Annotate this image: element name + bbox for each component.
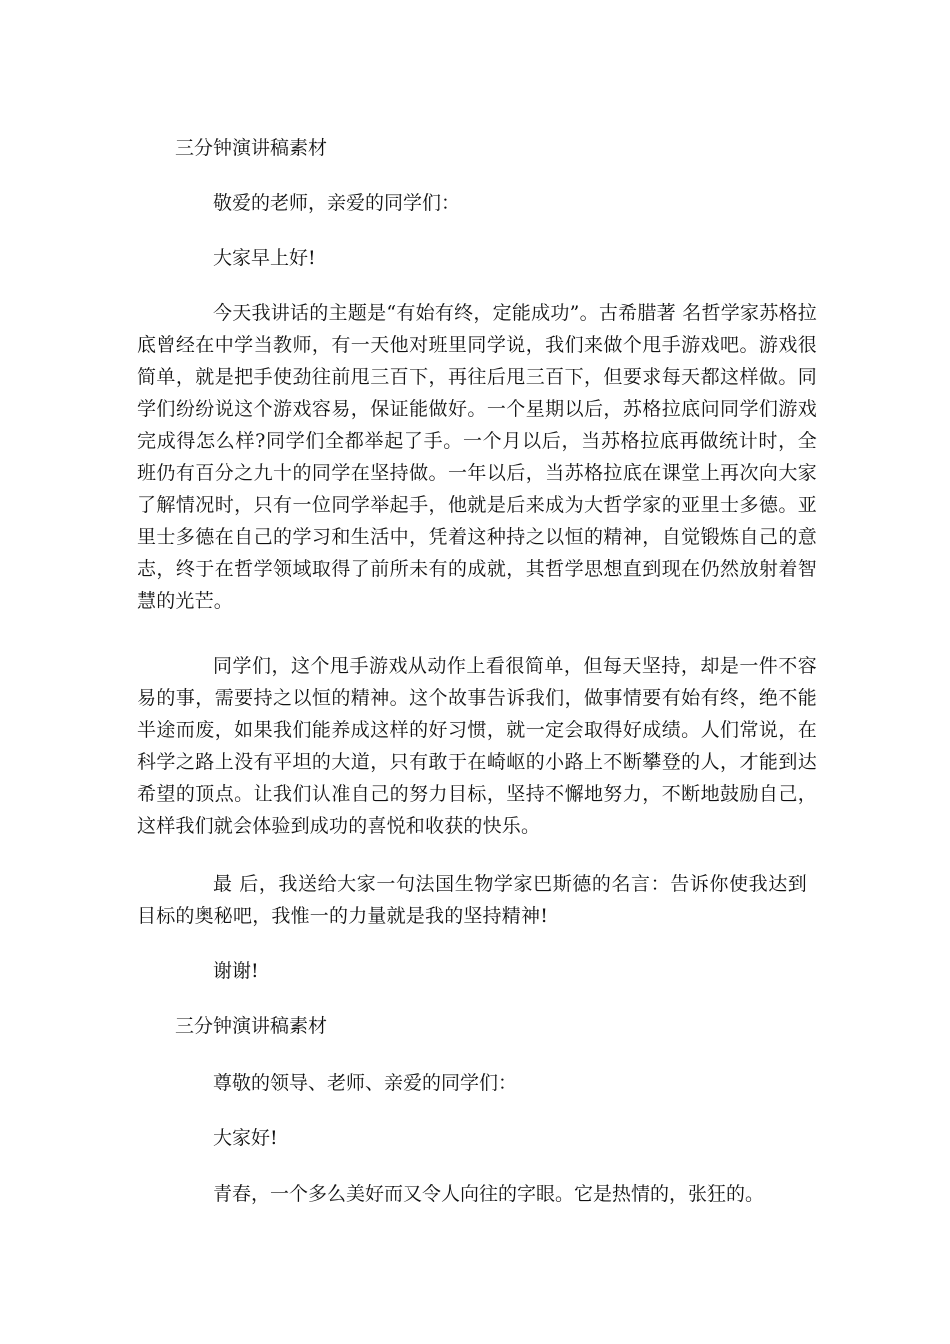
body-paragraph: 最 后，我送给大家一句法国生物学家巴斯德的名言：告诉你使我达到目标的奥秘吧，我惟一的力量就是我的坚持精神! xyxy=(137,873,807,927)
body-paragraph: 今天我讲话的主题是“有始有终，定能成功”。古希腊著 名哲学家苏格拉底曾经在中学当教师，有一天他对班里同学说，我们来做个甩手游戏吧。游戏很简单，就是把手使劲往前甩三百下，再往后甩三百下，但要求每天都这样做。同学们纷纷说这个游戏容易，保证能做好。一个星期以后，苏格拉底问同学们游戏完成得怎么样?同学们全都举起了手。一个月以后，当苏格拉底再做统计时，全班仍有百分之九十的同学在坚持做。一年以后，当苏格拉底在课堂上再次向大家了解情况时，只有一位同学举起手，他就是后来成为大哲学家的亚里士多德。亚里士多德在自己的学习和生活中，凭着这种持之以恒的精神，自觉锻炼自己的意志，终于在哲学领域取得了前所未有的成就，其哲学思想直到现在仍然放射着智慧的光芒。 xyxy=(137,302,817,612)
section-title: 三分钟演讲稿素材 xyxy=(175,137,328,159)
body-paragraph: 同学们，这个甩手游戏从动作上看很简单，但每天坚持，却是一件不容易的事，需要持之以恒的精神。这个故事告诉我们，做事情要有始有终，绝不能半途而废，如果我们能养成这样的好习惯，就一定会取得好成绩。人们常说，在科学之路上没有平坦的大道，只有敢于在崎岖的小路上不断攀登的人，才能到达希望的顶点。让我们认准自己的努力目标，坚持不懈地努力，不断地鼓励自己，这样我们就会体验到成功的喜悦和收获的快乐。 xyxy=(137,655,817,837)
salutation: 尊敬的领导、老师、亲爱的同学们： xyxy=(213,1072,518,1094)
greeting: 大家早上好! xyxy=(213,247,316,269)
body-paragraph: 青春，一个多么美好而又令人向往的字眼。它是热情的，张狂的。 xyxy=(213,1183,765,1205)
greeting: 大家好! xyxy=(213,1127,278,1149)
closing: 谢谢! xyxy=(213,960,259,982)
salutation: 敬爱的老师，亲爱的同学们： xyxy=(213,192,461,214)
section-title: 三分钟演讲稿素材 xyxy=(175,1015,328,1037)
